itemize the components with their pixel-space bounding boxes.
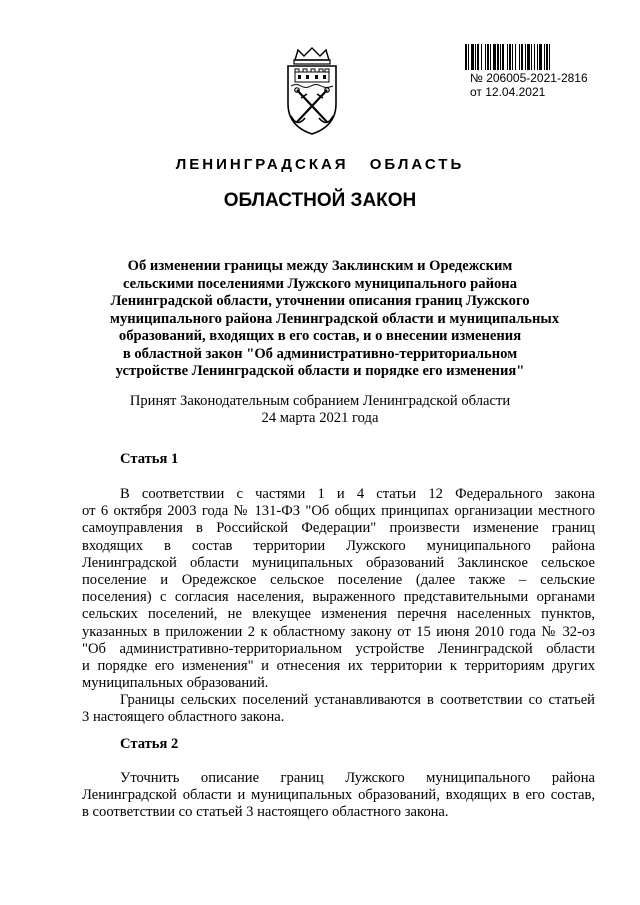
article-1-paragraph-1 (82, 486, 595, 692)
law-title-line: Ленинградской области, уточнении описания границ Лужского (110, 293, 530, 309)
text-line: поселения) с согласия населения, выраженного представительными органами (82, 589, 595, 606)
text-line: входящих в состав территории Лужского муниципального района (82, 537, 595, 554)
barcode (465, 44, 613, 70)
text-line: поселение и Оредежское сельское поселение (далее также – сельские (82, 572, 595, 589)
text-line: муниципальных образований. (82, 675, 269, 692)
text-line: и порядке его изменения" и отнесения их территории к территориям других (82, 658, 595, 675)
text-line: в соответствии со статьей 3 настоящего областного закона. (82, 804, 449, 821)
text-line: указанных в приложении 2 к областному закону от 15 июня 2010 года № 32-оз (82, 623, 595, 640)
law-title-line: в областной закон "Об административно-территориальном (122, 345, 518, 362)
law-title-line: Об изменении границы между Заклинским и Оредежским (127, 258, 513, 274)
registration-number: № 206005-2021-2816 (470, 71, 588, 85)
law-title-line: муниципального района Ленинградской области и муниципальных (110, 310, 560, 327)
text-line: самоуправления в Российской Федерации" произвести изменение границ (82, 520, 595, 537)
adoption-date: 24 марта 2021 года (261, 410, 379, 426)
text-line: от 6 октября 2003 года № 131-ФЗ "Об общих принципах организации местного (82, 503, 595, 520)
text-line: Границы сельских поселений устанавливаются в соответствии со статьей (120, 692, 595, 708)
adoption-note (0, 393, 640, 427)
law-title (110, 258, 560, 381)
text-line: Уточнить описание границ Лужского муниципального района (120, 770, 595, 786)
adoption-line: Принят Законодательным собранием Ленинградской области (129, 393, 511, 409)
article-1-heading: Статья 1 (120, 451, 179, 467)
text-line: "Об административно-территориальном устройстве Ленинградской области (82, 640, 595, 657)
text-line: 3 настоящего областного закона. (82, 709, 285, 726)
registration-block (470, 71, 588, 99)
law-title-line: образований, входящих в его состав, и о внесении изменения (118, 328, 522, 344)
text-line: сельских поселений, не влекущее изменения перечня населенных пунктов, (82, 606, 595, 623)
article-2-heading: Статья 2 (120, 736, 179, 752)
law-title-line: сельскими поселениями Лужского муниципального района (122, 275, 518, 292)
text-line: Ленинградской области и муниципальных образований, входящих в его состав, (82, 787, 595, 804)
article-1-paragraph-2 (82, 692, 595, 726)
law-title-line: устройстве Ленинградской области и порядке его изменения" (115, 363, 525, 379)
text-line: Ленинградской области муниципальных образований Заклинское сельское (82, 554, 595, 571)
document-type-heading: ОБЛАСТНОЙ ЗАКОН (223, 190, 417, 211)
article-2-paragraph-1 (82, 770, 595, 822)
coat-of-arms-emblem (283, 46, 341, 136)
region-heading: ЛЕНИНГРАДСКАЯ ОБЛАСТЬ (175, 156, 465, 173)
text-line: В соответствии с частями 1 и 4 статьи 12 Федерального закона (120, 486, 595, 502)
registration-date: от 12.04.2021 (470, 85, 546, 99)
